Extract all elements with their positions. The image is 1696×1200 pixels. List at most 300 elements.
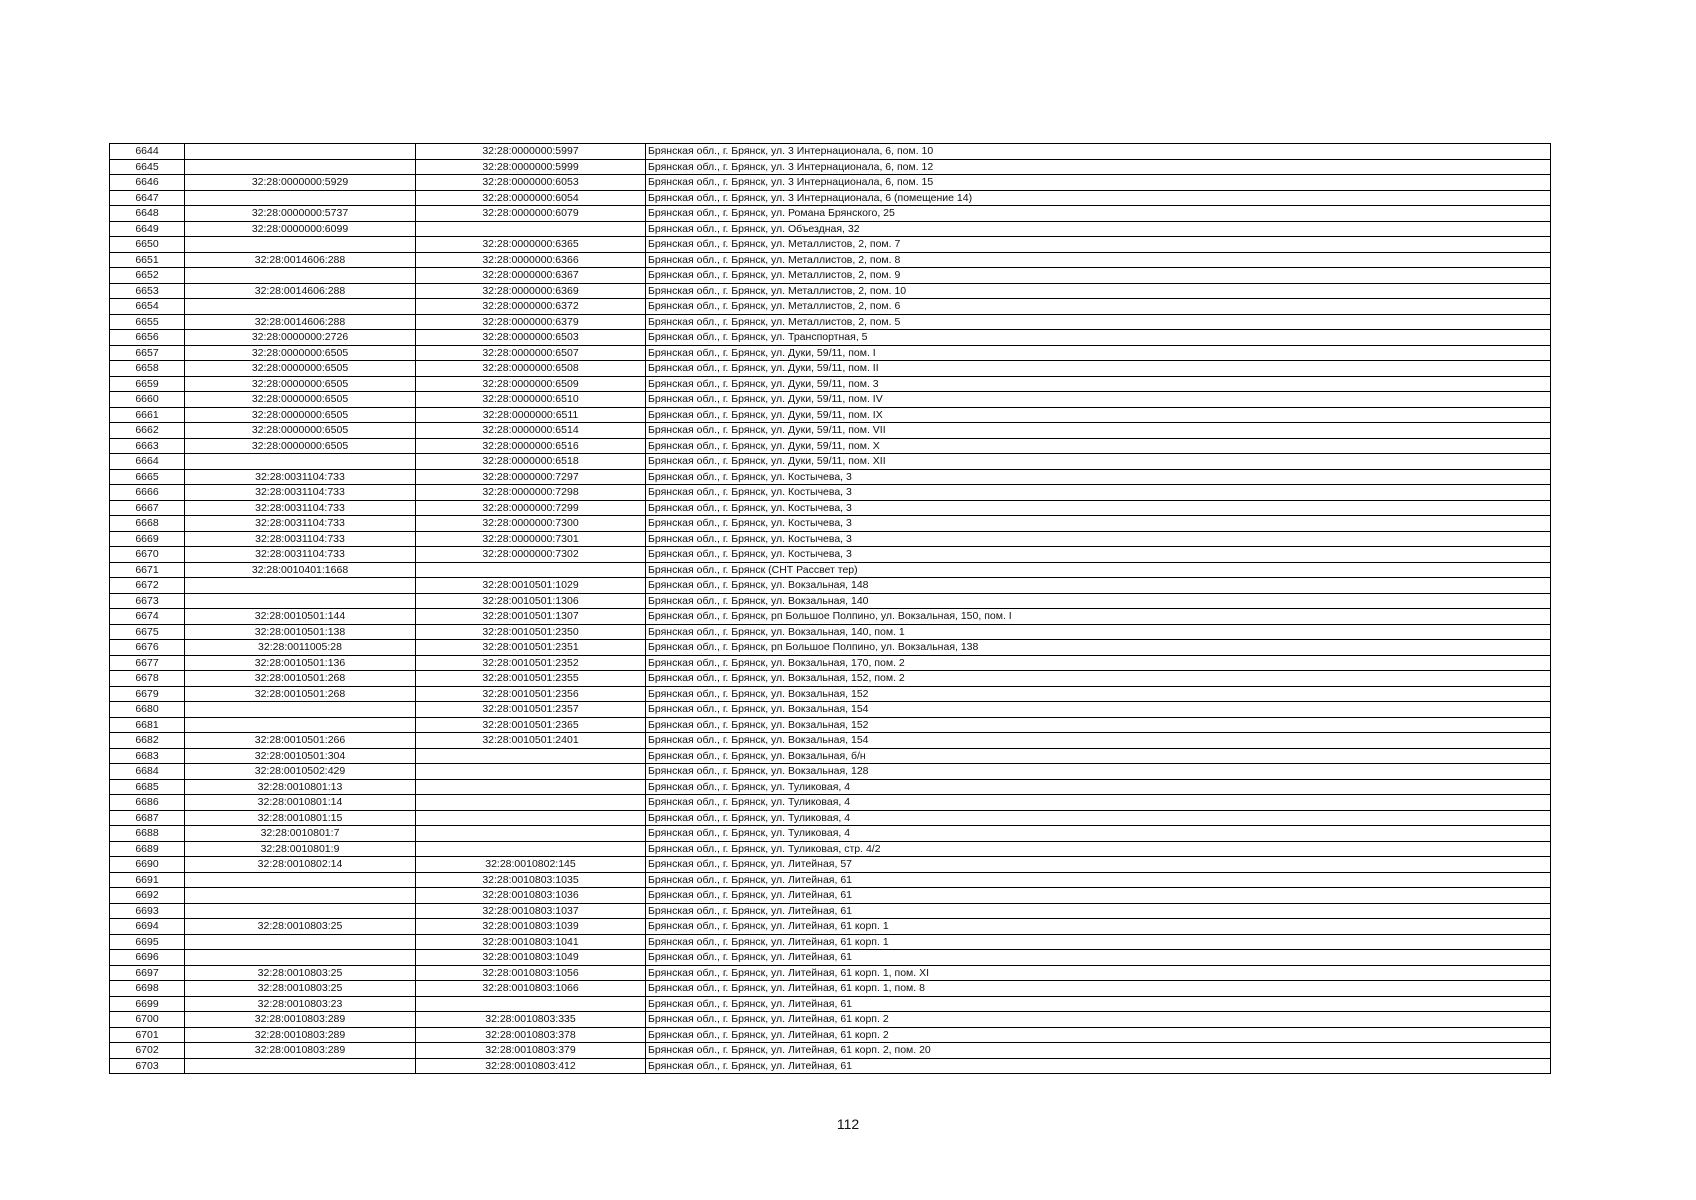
cadastral-number-cell: [416, 779, 646, 795]
cadastral-number-cell: 32:28:0000000:6367: [416, 268, 646, 284]
row-number-cell: 6701: [110, 1027, 185, 1043]
cadastral-number-cell: 32:28:0010501:2351: [416, 640, 646, 656]
table-row: [110, 268, 1551, 284]
row-number-cell: 6649: [110, 221, 185, 237]
cadastral-number-cell: 32:28:0010803:1056: [416, 965, 646, 981]
cadastral-number-cell: 32:28:0010501:2365: [416, 717, 646, 733]
parent-cadastral-number-cell: 32:28:0000000:6505: [185, 407, 416, 423]
row-number-cell: 6666: [110, 485, 185, 501]
address-cell: Брянская обл., г. Брянск, ул. Вокзальная, 152: [646, 717, 1551, 733]
parent-cadastral-number-cell: 32:28:0000000:2726: [185, 330, 416, 346]
cadastral-number-cell: 32:28:0000000:7298: [416, 485, 646, 501]
address-cell: Брянская обл., г. Брянск, рп Большое Полпино, ул. Вокзальная, 150, пом. I: [646, 609, 1551, 625]
parent-cadastral-number-cell: 32:28:0000000:6505: [185, 392, 416, 408]
cadastral-number-cell: 32:28:0010803:379: [416, 1043, 646, 1059]
address-cell: Брянская обл., г. Брянск, ул. Туликовая, 4: [646, 795, 1551, 811]
parent-cadastral-number-cell: 32:28:0010803:289: [185, 1043, 416, 1059]
parent-cadastral-number-cell: 32:28:0010501:138: [185, 624, 416, 640]
cadastral-number-cell: [416, 562, 646, 578]
cadastral-number-cell: 32:28:0000000:5999: [416, 159, 646, 175]
cadastral-number-cell: 32:28:0000000:7302: [416, 547, 646, 563]
address-cell: Брянская обл., г. Брянск, ул. Вокзальная, 170, пом. 2: [646, 655, 1551, 671]
row-number-cell: 6679: [110, 686, 185, 702]
row-number-cell: 6688: [110, 826, 185, 842]
row-number-cell: 6684: [110, 764, 185, 780]
parent-cadastral-number-cell: 32:28:0010401:1668: [185, 562, 416, 578]
row-number-cell: 6696: [110, 950, 185, 966]
row-number-cell: 6665: [110, 469, 185, 485]
address-cell: Брянская обл., г. Брянск, ул. Вокзальная, 152, пом. 2: [646, 671, 1551, 687]
address-cell: Брянская обл., г. Брянск, ул. Литейная, 61: [646, 950, 1551, 966]
address-cell: Брянская обл., г. Брянск, ул. Литейная, 61 корп. 1, пом. XI: [646, 965, 1551, 981]
table-row: [110, 671, 1551, 687]
address-cell: Брянская обл., г. Брянск, ул. 3 Интернационала, 6, пом. 12: [646, 159, 1551, 175]
address-cell: Брянская обл., г. Брянск, ул. Костычева, 3: [646, 485, 1551, 501]
table-row: [110, 795, 1551, 811]
address-cell: Брянская обл., г. Брянск, ул. Вокзальная, 140, пом. 1: [646, 624, 1551, 640]
address-cell: Брянская обл., г. Брянск, ул. Романа Брянского, 25: [646, 206, 1551, 222]
table-row: [110, 702, 1551, 718]
cadastral-number-cell: 32:28:0010501:2356: [416, 686, 646, 702]
row-number-cell: 6700: [110, 1012, 185, 1028]
registry-table: [109, 143, 1551, 1074]
table-row: [110, 252, 1551, 268]
cadastral-number-cell: 32:28:0000000:6054: [416, 190, 646, 206]
table-row: [110, 221, 1551, 237]
table-row: [110, 609, 1551, 625]
row-number-cell: 6673: [110, 593, 185, 609]
cadastral-number-cell: 32:28:0000000:7297: [416, 469, 646, 485]
address-cell: Брянская обл., г. Брянск, ул. Металлистов, 2, пом. 9: [646, 268, 1551, 284]
parent-cadastral-number-cell: 32:28:0014606:288: [185, 283, 416, 299]
table-row: [110, 841, 1551, 857]
address-cell: Брянская обл., г. Брянск, ул. Металлистов, 2, пом. 7: [646, 237, 1551, 253]
row-number-cell: 6652: [110, 268, 185, 284]
table-row: [110, 423, 1551, 439]
table-row: [110, 996, 1551, 1012]
row-number-cell: 6646: [110, 175, 185, 191]
address-cell: Брянская обл., г. Брянск, ул. 3 Интернационала, 6, пом. 10: [646, 144, 1551, 160]
row-number-cell: 6678: [110, 671, 185, 687]
row-number-cell: 6658: [110, 361, 185, 377]
address-cell: Брянская обл., г. Брянск, ул. Вокзальная, 148: [646, 578, 1551, 594]
row-number-cell: 6682: [110, 733, 185, 749]
address-cell: Брянская обл., г. Брянск, ул. Вокзальная, 140: [646, 593, 1551, 609]
cadastral-number-cell: [416, 841, 646, 857]
parent-cadastral-number-cell: 32:28:0031104:733: [185, 531, 416, 547]
row-number-cell: 6699: [110, 996, 185, 1012]
parent-cadastral-number-cell: 32:28:0010801:15: [185, 810, 416, 826]
parent-cadastral-number-cell: 32:28:0000000:6505: [185, 376, 416, 392]
table-row: [110, 888, 1551, 904]
row-number-cell: 6703: [110, 1058, 185, 1074]
cadastral-number-cell: 32:28:0000000:6366: [416, 252, 646, 268]
address-cell: Брянская обл., г. Брянск, ул. Костычева, 3: [646, 531, 1551, 547]
address-cell: Брянская обл., г. Брянск, ул. Литейная, 61: [646, 872, 1551, 888]
table-row: [110, 361, 1551, 377]
row-number-cell: 6668: [110, 516, 185, 532]
address-cell: Брянская обл., г. Брянск, ул. Дуки, 59/11, пом. IX: [646, 407, 1551, 423]
table-row: [110, 717, 1551, 733]
row-number-cell: 6683: [110, 748, 185, 764]
row-number-cell: 6691: [110, 872, 185, 888]
address-cell: Брянская обл., г. Брянск, рп Большое Полпино, ул. Вокзальная, 138: [646, 640, 1551, 656]
parent-cadastral-number-cell: [185, 237, 416, 253]
table-row: [110, 500, 1551, 516]
row-number-cell: 6654: [110, 299, 185, 315]
parent-cadastral-number-cell: 32:28:0010501:136: [185, 655, 416, 671]
parent-cadastral-number-cell: 32:28:0010802:14: [185, 857, 416, 873]
cadastral-number-cell: [416, 810, 646, 826]
table-row: [110, 655, 1551, 671]
address-cell: Брянская обл., г. Брянск, ул. Металлистов, 2, пом. 6: [646, 299, 1551, 315]
table-row: [110, 190, 1551, 206]
row-number-cell: 6662: [110, 423, 185, 439]
parent-cadastral-number-cell: 32:28:0000000:6505: [185, 423, 416, 439]
address-cell: Брянская обл., г. Брянск, ул. Вокзальная, 128: [646, 764, 1551, 780]
row-number-cell: 6693: [110, 903, 185, 919]
address-cell: Брянская обл., г. Брянск, ул. Литейная, 61: [646, 996, 1551, 1012]
row-number-cell: 6697: [110, 965, 185, 981]
cadastral-number-cell: [416, 826, 646, 842]
table-row: [110, 950, 1551, 966]
row-number-cell: 6698: [110, 981, 185, 997]
parent-cadastral-number-cell: [185, 1058, 416, 1074]
table-row: [110, 1058, 1551, 1074]
table-row: [110, 237, 1551, 253]
cadastral-number-cell: 32:28:0000000:6365: [416, 237, 646, 253]
parent-cadastral-number-cell: 32:28:0010803:23: [185, 996, 416, 1012]
parent-cadastral-number-cell: 32:28:0010501:304: [185, 748, 416, 764]
row-number-cell: 6674: [110, 609, 185, 625]
table-row: [110, 1012, 1551, 1028]
address-cell: Брянская обл., г. Брянск, ул. Литейная, 61 корп. 1: [646, 934, 1551, 950]
table-row: [110, 965, 1551, 981]
table-row: [110, 283, 1551, 299]
table-row: [110, 810, 1551, 826]
cadastral-number-cell: 32:28:0000000:6507: [416, 345, 646, 361]
page-number: 112: [836, 1116, 860, 1132]
address-cell: Брянская обл., г. Брянск, ул. Дуки, 59/11, пом. 3: [646, 376, 1551, 392]
cadastral-number-cell: 32:28:0010803:1037: [416, 903, 646, 919]
table-row: [110, 1027, 1551, 1043]
table-row: [110, 764, 1551, 780]
row-number-cell: 6650: [110, 237, 185, 253]
table-row: [110, 1043, 1551, 1059]
parent-cadastral-number-cell: 32:28:0010501:268: [185, 671, 416, 687]
address-cell: Брянская обл., г. Брянск, ул. Дуки, 59/11, пом. VII: [646, 423, 1551, 439]
row-number-cell: 6671: [110, 562, 185, 578]
parent-cadastral-number-cell: 32:28:0000000:5737: [185, 206, 416, 222]
address-cell: Брянская обл., г. Брянск, ул. Вокзальная, 152: [646, 686, 1551, 702]
parent-cadastral-number-cell: [185, 934, 416, 950]
parent-cadastral-number-cell: [185, 872, 416, 888]
cadastral-number-cell: 32:28:0000000:6503: [416, 330, 646, 346]
address-cell: Брянская обл., г. Брянск, ул. Вокзальная, 154: [646, 733, 1551, 749]
cadastral-number-cell: [416, 764, 646, 780]
cadastral-number-cell: 32:28:0000000:6079: [416, 206, 646, 222]
cadastral-number-cell: 32:28:0000000:6369: [416, 283, 646, 299]
table-row: [110, 392, 1551, 408]
address-cell: Брянская обл., г. Брянск, ул. Литейная, 61 корп. 2: [646, 1027, 1551, 1043]
row-number-cell: 6690: [110, 857, 185, 873]
table-row: [110, 206, 1551, 222]
table-row: [110, 299, 1551, 315]
cadastral-number-cell: 32:28:0010501:1306: [416, 593, 646, 609]
address-cell: Брянская обл., г. Брянск, ул. Литейная, 57: [646, 857, 1551, 873]
address-cell: Брянская обл., г. Брянск, ул. Туликовая, 4: [646, 810, 1551, 826]
table-row: [110, 919, 1551, 935]
row-number-cell: 6672: [110, 578, 185, 594]
address-cell: Брянская обл., г. Брянск, ул. Дуки, 59/11, пом. XII: [646, 454, 1551, 470]
row-number-cell: 6669: [110, 531, 185, 547]
cadastral-number-cell: [416, 221, 646, 237]
table-row: [110, 314, 1551, 330]
address-cell: Брянская обл., г. Брянск, ул. Туликовая, 4: [646, 779, 1551, 795]
parent-cadastral-number-cell: [185, 144, 416, 160]
parent-cadastral-number-cell: 32:28:0031104:733: [185, 547, 416, 563]
table-row: [110, 175, 1551, 191]
parent-cadastral-number-cell: 32:28:0000000:6505: [185, 361, 416, 377]
parent-cadastral-number-cell: [185, 578, 416, 594]
address-cell: Брянская обл., г. Брянск, ул. Объездная, 32: [646, 221, 1551, 237]
cadastral-number-cell: 32:28:0010803:378: [416, 1027, 646, 1043]
table-row: [110, 578, 1551, 594]
row-number-cell: 6656: [110, 330, 185, 346]
row-number-cell: 6655: [110, 314, 185, 330]
table-row: [110, 624, 1551, 640]
table-row: [110, 345, 1551, 361]
parent-cadastral-number-cell: 32:28:0000000:6099: [185, 221, 416, 237]
parent-cadastral-number-cell: [185, 702, 416, 718]
address-cell: Брянская обл., г. Брянск, ул. Металлистов, 2, пом. 8: [646, 252, 1551, 268]
address-cell: Брянская обл., г. Брянск, ул. Литейная, 61: [646, 903, 1551, 919]
table-row: [110, 144, 1551, 160]
parent-cadastral-number-cell: 32:28:0000000:6505: [185, 345, 416, 361]
address-cell: Брянская обл., г. Брянск, ул. Дуки, 59/11, пом. IV: [646, 392, 1551, 408]
row-number-cell: 6660: [110, 392, 185, 408]
row-number-cell: 6644: [110, 144, 185, 160]
cadastral-number-cell: 32:28:0000000:6514: [416, 423, 646, 439]
table-row: [110, 779, 1551, 795]
parent-cadastral-number-cell: 32:28:0031104:733: [185, 469, 416, 485]
address-cell: Брянская обл., г. Брянск, ул. Дуки, 59/11, пом. I: [646, 345, 1551, 361]
address-cell: Брянская обл., г. Брянск, ул. Костычева, 3: [646, 469, 1551, 485]
parent-cadastral-number-cell: [185, 299, 416, 315]
parent-cadastral-number-cell: [185, 268, 416, 284]
cadastral-number-cell: 32:28:0000000:5997: [416, 144, 646, 160]
address-cell: Брянская обл., г. Брянск, ул. Литейная, 61 корп. 1: [646, 919, 1551, 935]
cadastral-number-cell: 32:28:0010501:2350: [416, 624, 646, 640]
parent-cadastral-number-cell: 32:28:0010801:7: [185, 826, 416, 842]
registry-body: [110, 144, 1551, 1074]
cadastral-number-cell: 32:28:0000000:7300: [416, 516, 646, 532]
cadastral-number-cell: [416, 795, 646, 811]
row-number-cell: 6676: [110, 640, 185, 656]
table-row: [110, 376, 1551, 392]
row-number-cell: 6694: [110, 919, 185, 935]
row-number-cell: 6664: [110, 454, 185, 470]
parent-cadastral-number-cell: [185, 717, 416, 733]
parent-cadastral-number-cell: [185, 454, 416, 470]
cadastral-number-cell: 32:28:0010501:2357: [416, 702, 646, 718]
cadastral-number-cell: 32:28:0010803:1036: [416, 888, 646, 904]
cadastral-number-cell: 32:28:0010501:2355: [416, 671, 646, 687]
table-row: [110, 733, 1551, 749]
row-number-cell: 6680: [110, 702, 185, 718]
row-number-cell: 6667: [110, 500, 185, 516]
address-cell: Брянская обл., г. Брянск, ул. 3 Интернационала, 6, пом. 15: [646, 175, 1551, 191]
row-number-cell: 6677: [110, 655, 185, 671]
parent-cadastral-number-cell: 32:28:0011005:28: [185, 640, 416, 656]
cadastral-number-cell: 32:28:0000000:6516: [416, 438, 646, 454]
parent-cadastral-number-cell: 32:28:0014606:288: [185, 314, 416, 330]
cadastral-number-cell: 32:28:0010803:412: [416, 1058, 646, 1074]
cadastral-number-cell: [416, 748, 646, 764]
parent-cadastral-number-cell: 32:28:0010803:25: [185, 981, 416, 997]
cadastral-number-cell: 32:28:0010803:1039: [416, 919, 646, 935]
parent-cadastral-number-cell: 32:28:0010501:144: [185, 609, 416, 625]
parent-cadastral-number-cell: 32:28:0000000:5929: [185, 175, 416, 191]
row-number-cell: 6702: [110, 1043, 185, 1059]
row-number-cell: 6663: [110, 438, 185, 454]
row-number-cell: 6687: [110, 810, 185, 826]
parent-cadastral-number-cell: 32:28:0010803:25: [185, 965, 416, 981]
row-number-cell: 6657: [110, 345, 185, 361]
address-cell: Брянская обл., г. Брянск, ул. 3 Интернационала, 6 (помещение 14): [646, 190, 1551, 206]
row-number-cell: 6685: [110, 779, 185, 795]
parent-cadastral-number-cell: 32:28:0031104:733: [185, 500, 416, 516]
row-number-cell: 6653: [110, 283, 185, 299]
parent-cadastral-number-cell: 32:28:0014606:288: [185, 252, 416, 268]
parent-cadastral-number-cell: [185, 593, 416, 609]
table-row: [110, 531, 1551, 547]
table-row: [110, 485, 1551, 501]
table-row: [110, 407, 1551, 423]
cadastral-number-cell: 32:28:0000000:6511: [416, 407, 646, 423]
address-cell: Брянская обл., г. Брянск, ул. Вокзальная, б/н: [646, 748, 1551, 764]
address-cell: Брянская обл., г. Брянск, ул. Литейная, 61: [646, 1058, 1551, 1074]
cadastral-number-cell: 32:28:0000000:6510: [416, 392, 646, 408]
table-row: [110, 981, 1551, 997]
cadastral-number-cell: 32:28:0010802:145: [416, 857, 646, 873]
row-number-cell: 6681: [110, 717, 185, 733]
parent-cadastral-number-cell: [185, 159, 416, 175]
row-number-cell: 6659: [110, 376, 185, 392]
parent-cadastral-number-cell: 32:28:0010801:9: [185, 841, 416, 857]
address-cell: Брянская обл., г. Брянск, ул. Вокзальная, 154: [646, 702, 1551, 718]
table-row: [110, 640, 1551, 656]
address-cell: Брянская обл., г. Брянск, ул. Дуки, 59/11, пом. II: [646, 361, 1551, 377]
cadastral-number-cell: 32:28:0000000:6518: [416, 454, 646, 470]
address-cell: Брянская обл., г. Брянск, ул. Транспортная, 5: [646, 330, 1551, 346]
row-number-cell: 6648: [110, 206, 185, 222]
address-cell: Брянская обл., г. Брянск, ул. Дуки, 59/11, пом. X: [646, 438, 1551, 454]
address-cell: Брянская обл., г. Брянск, ул. Литейная, 61 корп. 1, пом. 8: [646, 981, 1551, 997]
cadastral-number-cell: 32:28:0010803:1041: [416, 934, 646, 950]
row-number-cell: 6686: [110, 795, 185, 811]
parent-cadastral-number-cell: 32:28:0031104:733: [185, 485, 416, 501]
row-number-cell: 6651: [110, 252, 185, 268]
parent-cadastral-number-cell: 32:28:0010501:268: [185, 686, 416, 702]
address-cell: Брянская обл., г. Брянск, ул. Туликовая, 4: [646, 826, 1551, 842]
cadastral-number-cell: 32:28:0000000:7299: [416, 500, 646, 516]
row-number-cell: 6695: [110, 934, 185, 950]
row-number-cell: 6645: [110, 159, 185, 175]
table-row: [110, 903, 1551, 919]
cadastral-number-cell: 32:28:0010501:1029: [416, 578, 646, 594]
row-number-cell: 6689: [110, 841, 185, 857]
address-cell: Брянская обл., г. Брянск, ул. Костычева, 3: [646, 500, 1551, 516]
parent-cadastral-number-cell: 32:28:0031104:733: [185, 516, 416, 532]
parent-cadastral-number-cell: [185, 903, 416, 919]
table-row: [110, 593, 1551, 609]
table-row: [110, 562, 1551, 578]
row-number-cell: 6670: [110, 547, 185, 563]
cadastral-number-cell: 32:28:0010803:1049: [416, 950, 646, 966]
cadastral-number-cell: 32:28:0010501:1307: [416, 609, 646, 625]
table-row: [110, 748, 1551, 764]
cadastral-number-cell: 32:28:0000000:6053: [416, 175, 646, 191]
cadastral-number-cell: 32:28:0010803:1035: [416, 872, 646, 888]
cadastral-number-cell: 32:28:0000000:6509: [416, 376, 646, 392]
table-row: [110, 438, 1551, 454]
parent-cadastral-number-cell: 32:28:0010801:14: [185, 795, 416, 811]
parent-cadastral-number-cell: [185, 190, 416, 206]
table-row: [110, 469, 1551, 485]
address-cell: Брянская обл., г. Брянск, ул. Литейная, 61 корп. 2: [646, 1012, 1551, 1028]
parent-cadastral-number-cell: 32:28:0000000:6505: [185, 438, 416, 454]
address-cell: Брянская обл., г. Брянск, ул. Костычева, 3: [646, 516, 1551, 532]
address-cell: Брянская обл., г. Брянск, ул. Туликовая, стр. 4/2: [646, 841, 1551, 857]
cadastral-number-cell: 32:28:0010501:2401: [416, 733, 646, 749]
cadastral-number-cell: 32:28:0000000:6372: [416, 299, 646, 315]
table-row: [110, 454, 1551, 470]
cadastral-number-cell: 32:28:0000000:6508: [416, 361, 646, 377]
parent-cadastral-number-cell: 32:28:0010502:429: [185, 764, 416, 780]
address-cell: Брянская обл., г. Брянск, ул. Литейная, 61: [646, 888, 1551, 904]
parent-cadastral-number-cell: 32:28:0010501:266: [185, 733, 416, 749]
row-number-cell: 6692: [110, 888, 185, 904]
cadastral-number-cell: 32:28:0000000:7301: [416, 531, 646, 547]
parent-cadastral-number-cell: 32:28:0010803:289: [185, 1012, 416, 1028]
table-row: [110, 516, 1551, 532]
row-number-cell: 6661: [110, 407, 185, 423]
parent-cadastral-number-cell: [185, 950, 416, 966]
cadastral-number-cell: 32:28:0000000:6379: [416, 314, 646, 330]
parent-cadastral-number-cell: [185, 888, 416, 904]
address-cell: Брянская обл., г. Брянск, ул. Костычева, 3: [646, 547, 1551, 563]
table-row: [110, 330, 1551, 346]
cadastral-number-cell: 32:28:0010803:335: [416, 1012, 646, 1028]
address-cell: Брянская обл., г. Брянск, ул. Литейная, 61 корп. 2, пом. 20: [646, 1043, 1551, 1059]
table-row: [110, 159, 1551, 175]
address-cell: Брянская обл., г. Брянск, ул. Металлистов, 2, пом. 10: [646, 283, 1551, 299]
cadastral-number-cell: 32:28:0010501:2352: [416, 655, 646, 671]
table-row: [110, 686, 1551, 702]
address-cell: Брянская обл., г. Брянск (СНТ Рассвет тер): [646, 562, 1551, 578]
cadastral-number-cell: 32:28:0010803:1066: [416, 981, 646, 997]
table-row: [110, 826, 1551, 842]
parent-cadastral-number-cell: 32:28:0010803:25: [185, 919, 416, 935]
row-number-cell: 6647: [110, 190, 185, 206]
parent-cadastral-number-cell: 32:28:0010803:289: [185, 1027, 416, 1043]
parent-cadastral-number-cell: 32:28:0010801:13: [185, 779, 416, 795]
table-row: [110, 934, 1551, 950]
table-row: [110, 872, 1551, 888]
table-row: [110, 857, 1551, 873]
cadastral-number-cell: [416, 996, 646, 1012]
